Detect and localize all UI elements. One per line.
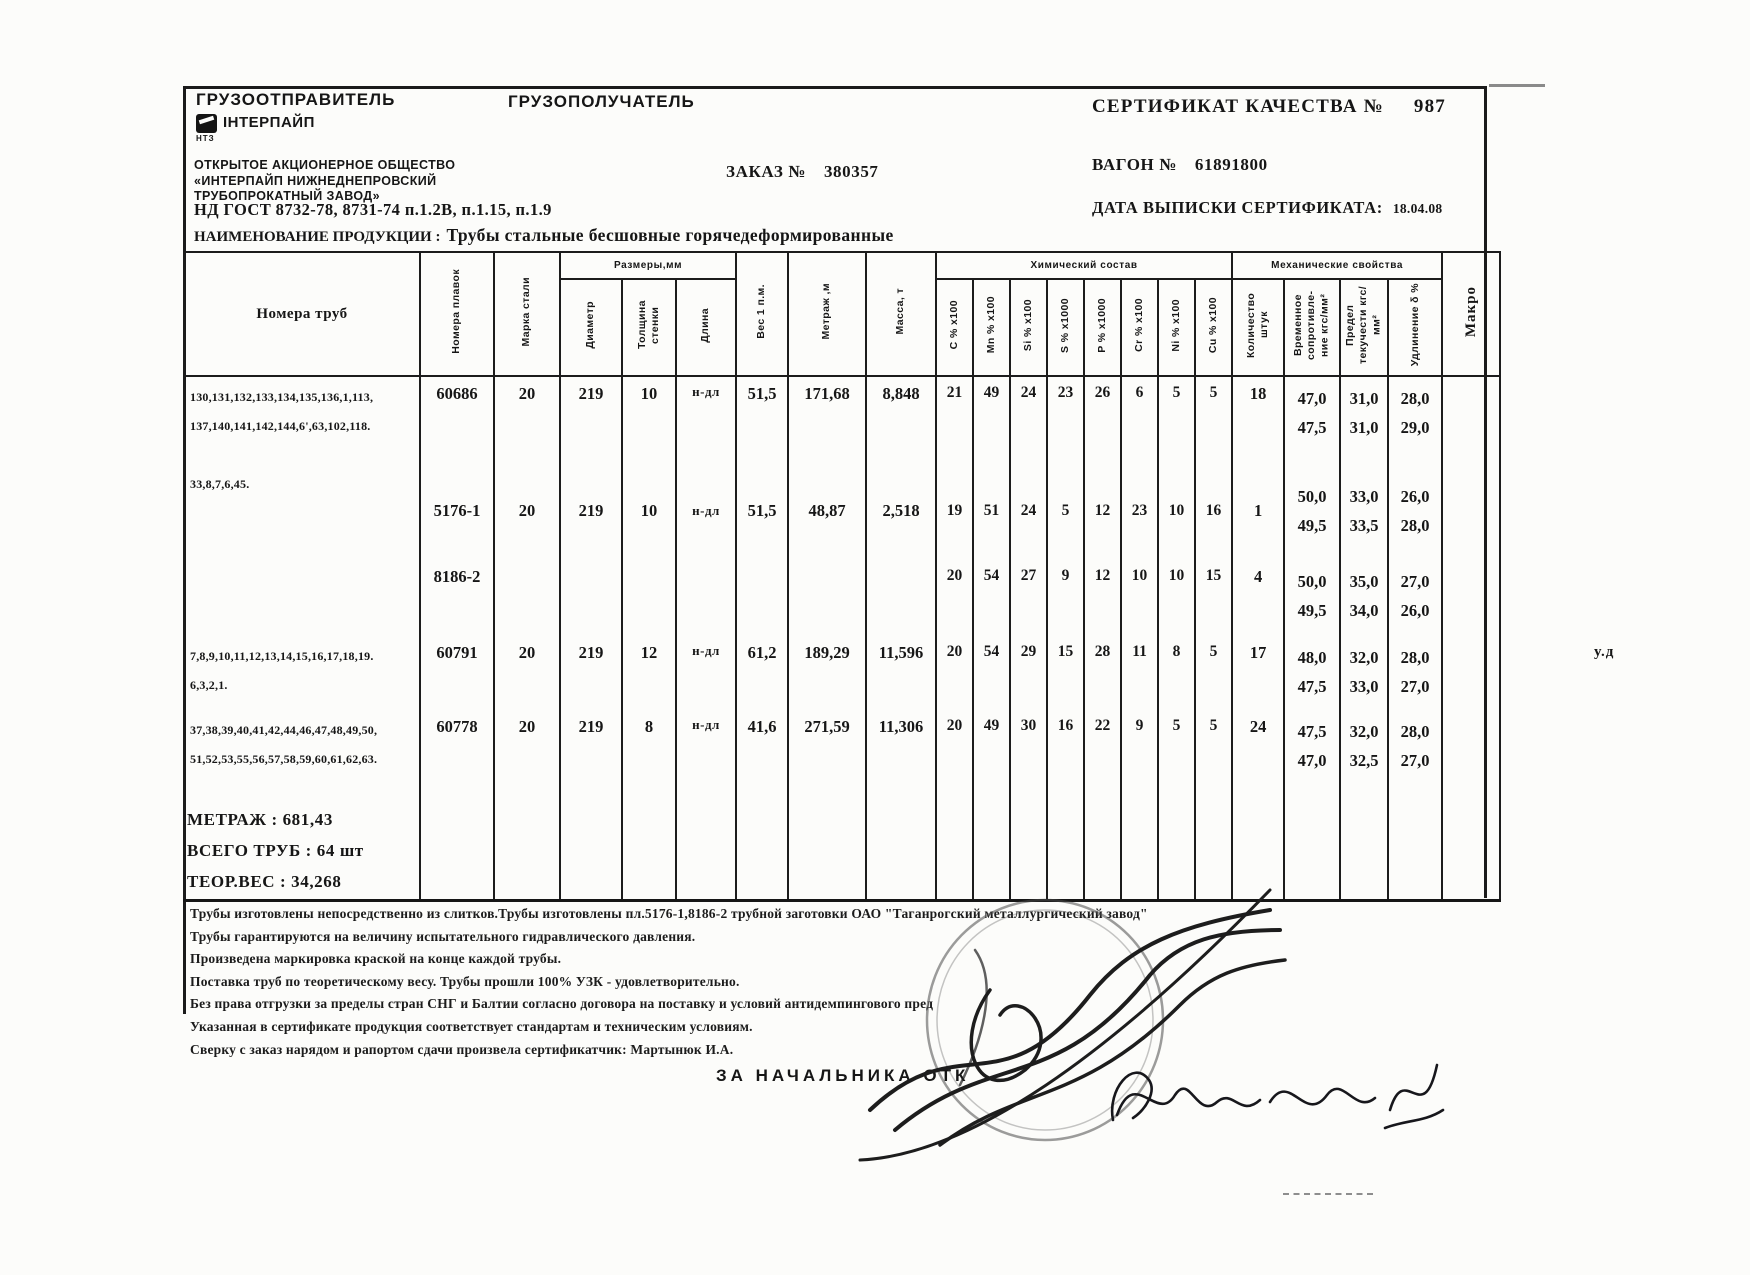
cell-chem-2: 30 bbox=[1010, 710, 1047, 802]
cell-mech-1: 32,0 32,5 bbox=[1340, 710, 1388, 802]
col-header-chem-ni: Ni % x100 bbox=[1158, 279, 1195, 376]
cell-chem-1: 49 bbox=[973, 710, 1010, 802]
col-header-pipe-numbers: Номера труб bbox=[184, 252, 420, 376]
col-header-chem-mn: Mn % x100 bbox=[973, 279, 1010, 376]
cell-chem-0: 20 bbox=[936, 710, 973, 802]
cell-steel: 20 bbox=[494, 636, 560, 710]
cell-macro bbox=[1442, 560, 1500, 636]
cell-steel: 20 bbox=[494, 464, 560, 560]
summary-cell: МЕТРАЖ : 681,43 ВСЕГО ТРУБ : 64 шт ТЕОР.ВЕС : 34,268 bbox=[184, 802, 420, 901]
order-label: ЗАКАЗ № bbox=[726, 162, 806, 181]
cell-chem-2: 27 bbox=[1010, 560, 1047, 636]
product-label: НАИМЕНОВАНИЕ ПРОДУКЦИИ : bbox=[194, 229, 441, 245]
note-line: Трубы изготовлены непосредственно из слитков.Трубы изготовлены пл.5176-1,8186-2 трубной заготовки ОАО "Таганрогский металлургический завод" bbox=[190, 906, 1148, 921]
cell-chem-6: 10 bbox=[1158, 560, 1195, 636]
company-line: ОТКРЫТОЕ АКЦИОНЕРНОЕ ОБЩЕСТВО bbox=[194, 158, 456, 172]
certificate-date-field bbox=[1092, 198, 1442, 218]
torn-edge-dash bbox=[1489, 84, 1545, 87]
note-line: Поставка труб по теоретическому весу. Трубы прошли 100% УЗК - удовлетворительно. bbox=[190, 973, 740, 989]
cell-chem-7: 5 bbox=[1195, 376, 1232, 464]
cell-macro bbox=[1442, 376, 1500, 464]
cell-mass: 2,518 bbox=[866, 464, 936, 560]
cell-diam bbox=[560, 560, 622, 636]
col-header-wall: Толщина стенки bbox=[622, 279, 676, 376]
cell-diam: 219 bbox=[560, 710, 622, 802]
certificate-date-value: 18.04.08 bbox=[1392, 201, 1443, 216]
col-header-diameter: Диаметр bbox=[560, 279, 622, 376]
bottom-dash-marks bbox=[1283, 1193, 1373, 1195]
cell-chem-3: 9 bbox=[1047, 560, 1084, 636]
table-row bbox=[184, 376, 1500, 464]
cell-chem-7: 16 bbox=[1195, 464, 1232, 560]
cell-chem-0: 20 bbox=[936, 560, 973, 636]
cell-chem-1: 49 bbox=[973, 376, 1010, 464]
cell-chem-2: 29 bbox=[1010, 636, 1047, 710]
wagon-field bbox=[1092, 155, 1268, 175]
note-line: Без права отгрузки за пределы стран СНГ и Балтии согласно договора на поставку и условий антидемпингового пред bbox=[190, 996, 934, 1012]
cell-diam: 219 bbox=[560, 376, 622, 464]
wagon-number: 61891800 bbox=[1194, 155, 1268, 174]
cell-macro bbox=[1442, 636, 1500, 710]
company-line: ТРУБОПРОКАТНЫЙ ЗАВОД» bbox=[194, 189, 380, 203]
cell-chem-3: 15 bbox=[1047, 636, 1084, 710]
cell-chem-5: 23 bbox=[1121, 464, 1158, 560]
cell-weight-per-m: 51,5 bbox=[736, 464, 788, 560]
order-number: 380357 bbox=[823, 162, 879, 181]
cell-macro bbox=[1442, 464, 1500, 560]
cell-weight-per-m: 61,2 bbox=[736, 636, 788, 710]
cell-chem-0: 19 bbox=[936, 464, 973, 560]
certificate-number: 987 bbox=[1413, 96, 1447, 117]
cell-wall bbox=[622, 560, 676, 636]
macro-result-mark: у.д bbox=[1594, 644, 1615, 660]
product-name-line bbox=[194, 225, 894, 246]
cell-mech-0: 48,0 47,5 bbox=[1284, 636, 1340, 710]
table-header-groups bbox=[184, 252, 1500, 279]
col-header-yield: Предел текучести кгс/мм² bbox=[1340, 279, 1388, 376]
cell-length: н-дл bbox=[676, 464, 736, 560]
cell-chem-3: 16 bbox=[1047, 710, 1084, 802]
cell-chem-5: 11 bbox=[1121, 636, 1158, 710]
cell-chem-1: 54 bbox=[973, 560, 1010, 636]
logo-subtext: НТЗ bbox=[196, 134, 215, 143]
cell-mass bbox=[866, 560, 936, 636]
cell-length bbox=[676, 560, 736, 636]
cell-meters: 48,87 bbox=[788, 464, 866, 560]
cell-chem-7: 15 bbox=[1195, 560, 1232, 636]
cell-pipe-numbers: 37,38,39,40,41,42,44,46,47,48,49,50, 51,52,53,55,56,57,58,59,60,61,62,63. bbox=[184, 710, 420, 802]
note-line: Указанная в сертификате продукция соответствует стандартам и техническим условиям. bbox=[190, 1018, 753, 1034]
col-header-length: Длина bbox=[676, 279, 736, 376]
cell-chem-1: 54 bbox=[973, 636, 1010, 710]
cell-quantity: 18 bbox=[1232, 376, 1284, 464]
cell-chem-4: 26 bbox=[1084, 376, 1121, 464]
cell-chem-4: 28 bbox=[1084, 636, 1121, 710]
handwritten-signature bbox=[1105, 1040, 1445, 1145]
cell-weight-per-m: 41,6 bbox=[736, 710, 788, 802]
table-row bbox=[184, 464, 1500, 560]
cell-wall: 10 bbox=[622, 376, 676, 464]
cell-meters: 171,68 bbox=[788, 376, 866, 464]
col-header-quantity: Количество штук bbox=[1232, 279, 1284, 376]
table-row bbox=[184, 710, 1500, 802]
cell-chem-4: 22 bbox=[1084, 710, 1121, 802]
col-header-elongation: Удлинение δ % bbox=[1388, 279, 1442, 376]
cell-steel: 20 bbox=[494, 376, 560, 464]
cell-mech-1: 31,0 31,0 bbox=[1340, 376, 1388, 464]
cell-mech-0: 47,0 47,5 bbox=[1284, 376, 1340, 464]
cell-quantity: 1 bbox=[1232, 464, 1284, 560]
cell-mech-2: 28,0 27,0 bbox=[1388, 636, 1442, 710]
cell-heat: 8186-2 bbox=[420, 560, 494, 636]
col-header-chem-c: С % х100 bbox=[936, 279, 973, 376]
cell-chem-0: 21 bbox=[936, 376, 973, 464]
cell-meters: 271,59 bbox=[788, 710, 866, 802]
cell-mech-1: 33,0 33,5 bbox=[1340, 464, 1388, 560]
col-group-chemistry: Химический состав bbox=[936, 252, 1232, 279]
nd-gost-line: НД ГОСТ 8732-78, 8731-74 п.1.2В, п.1.15, п.1.9 bbox=[194, 200, 552, 219]
cell-quantity: 24 bbox=[1232, 710, 1284, 802]
cell-wall: 12 bbox=[622, 636, 676, 710]
note-line: Трубы гарантируются на величину испытательного гидравлического давления. bbox=[190, 928, 696, 944]
cell-mech-0: 50,0 49,5 bbox=[1284, 560, 1340, 636]
cell-mech-1: 32,0 33,0 bbox=[1340, 636, 1388, 710]
wagon-label: ВАГОН № bbox=[1092, 155, 1177, 174]
product-value: Трубы стальные бесшовные горячедеформированные bbox=[446, 225, 894, 245]
col-header-steel-grade: Марка стали bbox=[494, 252, 560, 376]
col-header-mass: Масса, т bbox=[866, 252, 936, 376]
summary-row bbox=[184, 802, 1500, 901]
cell-quantity: 4 bbox=[1232, 560, 1284, 636]
note-line: Произведена маркировка краской на конце каждой трубы. bbox=[190, 951, 562, 967]
cell-mech-2: 27,0 26,0 bbox=[1388, 560, 1442, 636]
cell-mech-2: 26,0 28,0 bbox=[1388, 464, 1442, 560]
cell-diam: 219 bbox=[560, 636, 622, 710]
cell-meters bbox=[788, 560, 866, 636]
cell-pipe-numbers bbox=[184, 560, 420, 636]
interpipe-logo bbox=[196, 114, 315, 143]
note-line: Сверку с заказ нарядом и рапортом сдачи произвела сертификатчик: Мартынюк И.А. bbox=[190, 1041, 734, 1057]
cell-heat: 60686 bbox=[420, 376, 494, 464]
certificate-title-label: СЕРТИФИКАТ КАЧЕСТВА № bbox=[1092, 96, 1384, 117]
cell-quantity: 17 bbox=[1232, 636, 1284, 710]
cell-chem-2: 24 bbox=[1010, 376, 1047, 464]
cell-pipe-numbers: 33,8,7,6,45. bbox=[184, 464, 420, 560]
cell-mech-0: 50,0 49,5 bbox=[1284, 464, 1340, 560]
col-header-heat-numbers: Номера плавок bbox=[420, 252, 494, 376]
cell-steel: 20 bbox=[494, 710, 560, 802]
cell-wall: 10 bbox=[622, 464, 676, 560]
cell-mass: 8,848 bbox=[866, 376, 936, 464]
cell-diam: 219 bbox=[560, 464, 622, 560]
cell-chem-6: 5 bbox=[1158, 710, 1195, 802]
cell-chem-1: 51 bbox=[973, 464, 1010, 560]
table-row bbox=[184, 560, 1500, 636]
approver-title: ЗА НАЧАЛЬНИКА ОТК bbox=[716, 1066, 970, 1085]
cell-mech-1: 35,0 34,0 bbox=[1340, 560, 1388, 636]
cell-length: н-дл bbox=[676, 376, 736, 464]
cell-chem-4: 12 bbox=[1084, 560, 1121, 636]
cell-heat: 60791 bbox=[420, 636, 494, 710]
certificate-date-label: ДАТА ВЫПИСКИ СЕРТИФИКАТА: bbox=[1092, 198, 1383, 217]
cell-chem-2: 24 bbox=[1010, 464, 1047, 560]
consignor-label: ГРУЗООТПРАВИТЕЛЬ bbox=[196, 90, 396, 109]
cell-wall: 8 bbox=[622, 710, 676, 802]
cell-pipe-numbers: 130,131,132,133,134,135,136,1,113, 137,140,141,142,144,6',63,102,118. bbox=[184, 376, 420, 464]
cell-chem-7: 5 bbox=[1195, 710, 1232, 802]
cell-pipe-numbers: 7,8,9,10,11,12,13,14,15,16,17,18,19. 6,3,2,1. bbox=[184, 636, 420, 710]
cell-steel bbox=[494, 560, 560, 636]
col-group-mechanical: Механические свойства bbox=[1232, 252, 1442, 279]
cell-chem-7: 5 bbox=[1195, 636, 1232, 710]
cell-heat: 60778 bbox=[420, 710, 494, 802]
cell-length: н-дл bbox=[676, 710, 736, 802]
col-header-tensile: Временное сопротивле- ние кгс/мм² bbox=[1284, 279, 1340, 376]
table-row bbox=[184, 636, 1500, 710]
cell-mech-2: 28,0 27,0 bbox=[1388, 710, 1442, 802]
cell-weight-per-m: 51,5 bbox=[736, 376, 788, 464]
cell-chem-4: 12 bbox=[1084, 464, 1121, 560]
col-header-chem-cu: Cu % x100 bbox=[1195, 279, 1232, 376]
order-field bbox=[726, 162, 879, 182]
cell-weight-per-m bbox=[736, 560, 788, 636]
col-header-chem-cr: Cr % x100 bbox=[1121, 279, 1158, 376]
cell-chem-5: 9 bbox=[1121, 710, 1158, 802]
cell-heat: 5176-1 bbox=[420, 464, 494, 560]
col-header-meters: Метраж ,м bbox=[788, 252, 866, 376]
cell-chem-6: 5 bbox=[1158, 376, 1195, 464]
logo-name: ІНТЕРПАЙП bbox=[223, 114, 315, 131]
cell-chem-5: 6 bbox=[1121, 376, 1158, 464]
col-header-chem-si: Si % x100 bbox=[1010, 279, 1047, 376]
cell-meters: 189,29 bbox=[788, 636, 866, 710]
cell-macro bbox=[1442, 710, 1500, 802]
cell-chem-3: 5 bbox=[1047, 464, 1084, 560]
col-header-weight-per-m: Вес 1 п.м. bbox=[736, 252, 788, 376]
cell-mass: 11,306 bbox=[866, 710, 936, 802]
cell-chem-0: 20 bbox=[936, 636, 973, 710]
pipe-certificate-table bbox=[183, 251, 1501, 902]
consignee-label: ГРУЗОПОЛУЧАТЕЛЬ bbox=[508, 92, 695, 111]
cell-chem-5: 10 bbox=[1121, 560, 1158, 636]
certificate-title bbox=[1092, 96, 1446, 118]
company-line: «ИНТЕРПАЙП НИЖНЕДНЕПРОВСКИЙ bbox=[194, 173, 437, 188]
col-header-chem-p: P % x1000 bbox=[1084, 279, 1121, 376]
cell-mass: 11,596 bbox=[866, 636, 936, 710]
col-header-chem-s: S % x1000 bbox=[1047, 279, 1084, 376]
cell-chem-3: 23 bbox=[1047, 376, 1084, 464]
col-group-sizes: Размеры,мм bbox=[560, 252, 736, 279]
cell-length: н-дл bbox=[676, 636, 736, 710]
pipe-table-body bbox=[184, 376, 1500, 901]
frame-top-border bbox=[183, 86, 1486, 89]
cell-chem-6: 8 bbox=[1158, 636, 1195, 710]
interpipe-logo-icon-wrap bbox=[196, 114, 217, 143]
company-name-block bbox=[194, 158, 455, 205]
col-header-macro: Макро bbox=[1442, 252, 1500, 376]
interpipe-logo-icon bbox=[196, 114, 217, 133]
cell-mech-2: 28,0 29,0 bbox=[1388, 376, 1442, 464]
cell-mech-0: 47,5 47,0 bbox=[1284, 710, 1340, 802]
cell-chem-6: 10 bbox=[1158, 464, 1195, 560]
